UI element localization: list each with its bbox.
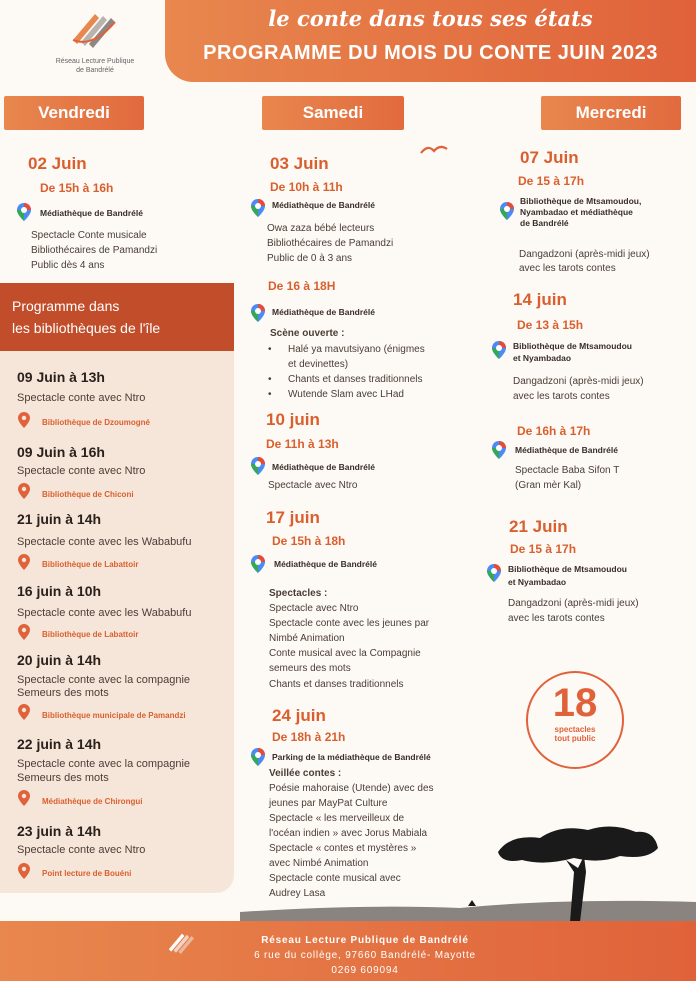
wed-e2-date: 14 juin: [513, 290, 567, 309]
tab-vendredi: Vendredi: [4, 96, 144, 130]
sat-e3-date: 10 juin: [266, 410, 320, 429]
wed-e2-venue-2: et Nyambadao: [513, 353, 572, 363]
sat-e5-time: De 18h à 21h: [272, 730, 346, 744]
libraries-heading-line1: Programme dans: [12, 298, 120, 314]
sat-e2-bullet-2: Chants et danses traditionnels: [288, 374, 423, 385]
lib-event-4-date: 16 juin à 10h: [17, 583, 102, 599]
wed-e3-line-2: (Gran mèr Kal): [515, 480, 582, 491]
location-pin-icon: [18, 863, 30, 879]
location-pin-icon: [18, 483, 30, 499]
location-pin-icon: [499, 201, 515, 221]
badge-label-1: spectacles: [554, 725, 596, 734]
lib-event-5-venue: Bibliothèque municipale de Pamandzi: [42, 711, 186, 720]
sat-e4-line-3: Spectacle conte avec les jeunes par: [269, 618, 430, 629]
wed-e2-line-2: avec les tarots contes: [513, 391, 610, 402]
sat-e5-line-5: Spectacle « contes et mystères »: [269, 843, 417, 854]
sat-e1-line-1: Owa zaza bébé lecteurs: [267, 223, 375, 234]
header: [0, 0, 696, 84]
location-pin-icon: [18, 704, 30, 720]
tagline: le conte dans tous ses états: [268, 6, 593, 31]
lib-event-6-date: 22 juin à 14h: [17, 736, 102, 752]
location-pin-icon: [250, 747, 266, 767]
lib-event-6-venue: Médiathèque de Chirongui: [42, 797, 143, 806]
sat-e4-line-2: Spectacle avec Ntro: [269, 603, 359, 614]
lib-event-3-line-1: Spectacle conte avec les Wababufu: [17, 536, 192, 548]
location-pin-icon: [491, 440, 507, 460]
sat-e5-heading: Veillée contes :: [269, 768, 342, 779]
lib-event-2-venue: Bibliothèque de Chiconi: [42, 490, 134, 499]
book-logo-icon: [65, 4, 125, 52]
lib-event-2-date: 09 Juin à 16h: [17, 444, 105, 460]
wed-e1-venue-2: Nyambadao et médiathèque: [520, 207, 633, 217]
location-pin-icon: [18, 412, 30, 428]
page-title: PROGRAMME DU MOIS DU CONTE JUIN 2023: [203, 42, 658, 64]
location-pin-icon: [18, 790, 30, 806]
wed-e3-line-1: Spectacle Baba Sifon T: [515, 465, 620, 476]
lib-event-7-venue: Point lecture de Bouéni: [42, 869, 132, 878]
friday-line-3: Public dès 4 ans: [31, 260, 105, 271]
lib-event-5-line-2: Semeurs des mots: [17, 687, 109, 699]
sat-e5-line-6: avec Nimbé Animation: [269, 858, 369, 869]
wed-e4-line-2: avec les tarots contes: [508, 613, 605, 624]
lib-event-1-line-1: Spectacle conte avec Ntro: [17, 392, 146, 404]
wed-e3-venue: Médiathèque de Bandrélé: [515, 445, 618, 455]
wed-e2-line-1: Dangadzoni (après-midi jeux): [513, 376, 644, 387]
libraries-heading-line2: les bibliothèques de l'île: [12, 320, 161, 336]
badge-label-2: tout public: [554, 734, 596, 743]
lib-event-3-date: 21 juin à 14h: [17, 511, 102, 527]
acacia-tree-illustration: [240, 820, 696, 922]
lib-event-4-line-1: Spectacle conte avec les Wababufu: [17, 607, 192, 619]
wed-e2-venue-1: Bibliothèque de Mtsamoudou: [513, 341, 632, 351]
logo-line1: Réseau Lecture Publique: [55, 58, 135, 65]
lib-event-7-line-1: Spectacle conte avec Ntro: [17, 844, 146, 856]
lib-event-5-line-1: Spectacle conte avec la compagnie: [17, 674, 191, 686]
sat-e3-line-1: Spectacle avec Ntro: [268, 480, 358, 491]
book-logo-icon: [164, 927, 200, 957]
libraries-heading: [0, 283, 234, 351]
friday-date: 02 Juin: [28, 154, 87, 173]
sat-e1-line-3: Public de 0 à 3 ans: [267, 253, 353, 264]
bullet: •: [268, 389, 272, 400]
sat-e4-line-6: semeurs des mots: [269, 663, 351, 674]
lib-event-2-line-1: Spectacle conte avec Ntro: [17, 465, 146, 477]
friday-time: De 15h à 16h: [40, 181, 114, 195]
logo: [30, 4, 160, 75]
wed-e4-date: 21 Juin: [509, 517, 568, 536]
sat-e4-venue: Médiathèque de Bandrélé: [274, 559, 377, 569]
sat-e5-line-8: Audrey Lasa: [269, 888, 326, 899]
sat-e5-venue: Parking de la médiathèque de Bandrélé: [272, 752, 431, 762]
tab-samedi: Samedi: [262, 96, 404, 130]
wed-e1-line-1: Dangadzoni (après-midi jeux): [519, 249, 650, 260]
location-pin-icon: [18, 554, 30, 570]
lib-event-3-venue: Bibliothèque de Labattoir: [42, 560, 139, 569]
sat-e4-line-1: Spectacles :: [269, 588, 328, 599]
bullet: •: [268, 374, 272, 385]
sat-e1-time: De 10h à 11h: [270, 180, 343, 194]
lib-event-5-date: 20 juin à 14h: [17, 652, 102, 668]
sat-e3-venue: Médiathèque de Bandrélé: [272, 462, 375, 472]
friday-venue: Médiathèque de Bandrélé: [40, 208, 143, 218]
location-pin-icon: [491, 340, 507, 360]
wed-e1-venue-3: de Bandrélé: [520, 218, 569, 228]
location-pin-icon: [486, 563, 502, 583]
wed-e1-time: De 15 à 17h: [518, 174, 585, 188]
friday-line-1: Spectacle Conte musicale: [31, 230, 147, 241]
location-pin-icon: [250, 198, 266, 218]
location-pin-icon: [250, 554, 266, 574]
sat-e5-date: 24 juin: [272, 706, 326, 725]
sat-e1-date: 03 Juin: [270, 154, 329, 173]
sat-e1-line-2: Bibliothécaires de Pamandzi: [267, 238, 394, 249]
lib-event-4-venue: Bibliothèque de Labattoir: [42, 630, 139, 639]
lib-event-6-line-1: Spectacle conte avec la compagnie: [17, 758, 191, 770]
lib-event-7-date: 23 juin à 14h: [17, 823, 102, 839]
location-pin-icon: [250, 456, 266, 476]
sat-e4-date: 17 juin: [266, 508, 320, 527]
wed-e3-time: De 16h à 17h: [517, 424, 591, 438]
location-pin-icon: [16, 202, 32, 222]
sat-e5-line-7: Spectacle conte musical avec: [269, 873, 401, 884]
lib-event-6-line-2: Semeurs des mots: [17, 772, 109, 784]
sat-e5-line-4: l'océan indien » avec Jorus Mabiala: [269, 828, 428, 839]
location-pin-icon: [250, 303, 266, 323]
bird-icon: [420, 143, 448, 155]
wed-e4-venue-2: et Nyambadao: [508, 577, 567, 587]
badge-number: 18: [552, 681, 598, 725]
wed-e4-time: De 15 à 17h: [510, 542, 577, 556]
lib-event-1-date: 09 Juin à 13h: [17, 369, 105, 385]
sat-e4-line-4: Nimbé Animation: [269, 633, 345, 644]
spectacles-count-badge: [526, 671, 624, 769]
footer-logo: [160, 927, 204, 962]
lib-event-1-venue: Bibliothèque de Dzoumogné: [42, 418, 150, 427]
footer-address: 6 rue du collège, 97660 Bandrélé- Mayotte: [254, 950, 476, 961]
wed-e4-line-1: Dangadzoni (après-midi jeux): [508, 598, 639, 609]
footer: [0, 921, 696, 981]
sat-e2-bullet-1: Halé ya mavutsiyano (énigmes: [288, 344, 425, 355]
wed-e1-date: 07 Juin: [520, 148, 579, 167]
sat-e3-time: De 11h à 13h: [266, 437, 339, 451]
sat-e5-line-1: Poésie mahoraise (Utende) avec des: [269, 783, 434, 794]
location-pin-icon: [18, 624, 30, 640]
sat-e5-line-3: Spectacle « les merveilleux de: [269, 813, 405, 824]
wed-e1-line-2: avec les tarots contes: [519, 263, 616, 274]
footer-phone: 0269 609094: [331, 965, 399, 976]
bullet: •: [268, 344, 272, 355]
sat-e2-bullet-1b: et devinettes): [288, 359, 349, 370]
sat-e2-heading: Scène ouverte :: [270, 328, 345, 339]
sat-e4-time: De 15h à 18h: [272, 534, 346, 548]
sat-e5-line-2: jeunes par MayPat Culture: [269, 798, 388, 809]
sat-e2-bullet-3: Wutende Slam avec LHad: [288, 389, 404, 400]
friday-line-2: Bibliothécaires de Pamandzi: [31, 245, 158, 256]
footer-name: Réseau Lecture Publique de Bandrélé: [261, 935, 469, 946]
sat-e4-line-7: Chants et danses traditionnels: [269, 679, 404, 690]
wed-e2-time: De 13 à 15h: [517, 318, 584, 332]
wed-e4-venue-1: Bibliothèque de Mtsamoudou: [508, 564, 627, 574]
logo-line2: de Bandrélé: [76, 67, 114, 74]
wed-e1-venue-1: Bibliothèque de Mtsamoudou,: [520, 196, 642, 206]
sat-e1-venue: Médiathèque de Bandrélé: [272, 200, 375, 210]
sat-e4-line-5: Conte musical avec la Compagnie: [269, 648, 421, 659]
tab-mercredi: Mercredi: [541, 96, 681, 130]
sat-e2-time: De 16 à 18H: [268, 279, 336, 293]
sat-e2-venue: Médiathèque de Bandrélé: [272, 307, 375, 317]
